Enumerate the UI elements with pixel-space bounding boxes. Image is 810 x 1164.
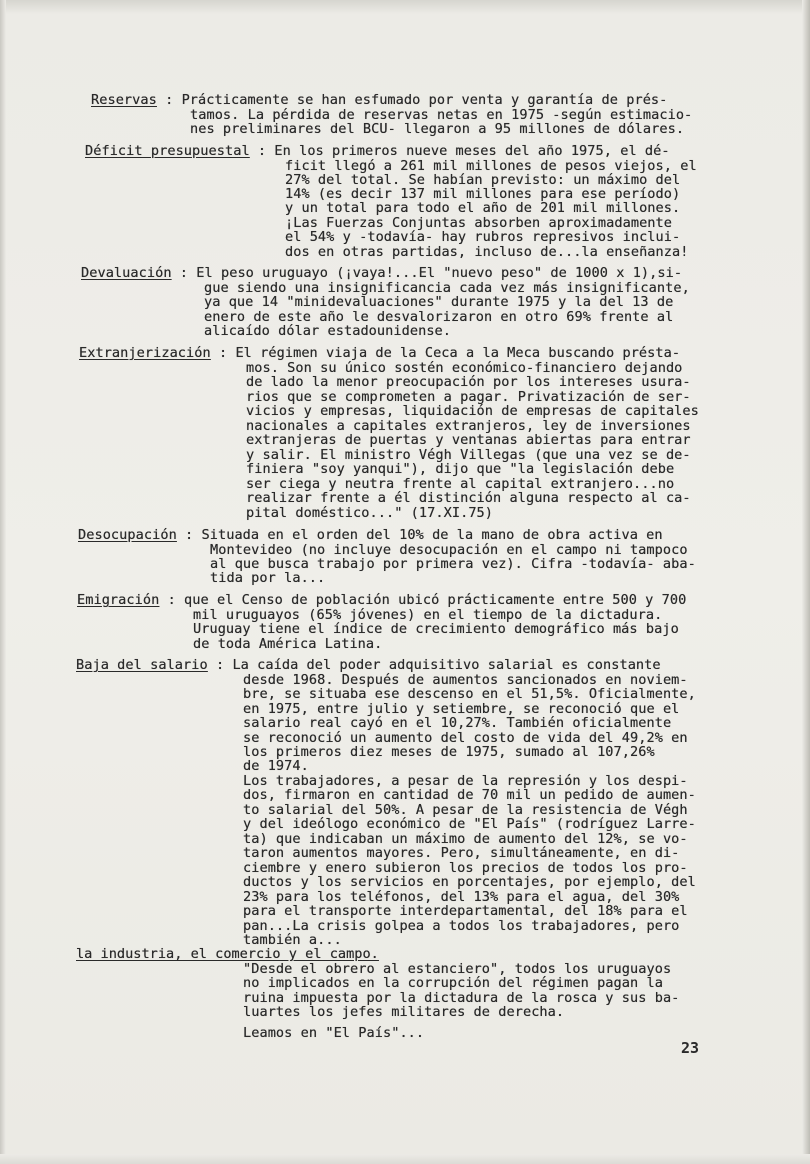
text-line: de toda América Latina.	[193, 636, 383, 652]
text-line: gue siendo una insignificancia cada vez más insignificante,	[204, 280, 690, 296]
text-line: Los trabajadores, a pesar de la represión y los despi-	[243, 773, 688, 789]
text-line: Extranjerización : El régimen viaja de la Ceca a la Meca buscando présta-	[79, 345, 681, 361]
text-line: Reservas : Prácticamente se han esfumado por venta y garantía de prés-	[91, 92, 668, 108]
page-right-edge	[802, 0, 810, 1164]
text-line: taron aumentos mayores. Pero, simultáneamente, en di-	[243, 845, 680, 861]
text-line: Déficit presupuestal : En los primeros nueve meses del año 1975, el dé-	[85, 143, 670, 159]
text-line: 27% del total. Se habían previsto: un máximo del	[285, 172, 681, 188]
text-line: y salir. El ministro Végh Villegas (que una vez se de-	[246, 447, 691, 463]
text-line: alicaído dólar estadounidense.	[204, 323, 452, 339]
text-line: salario real cayó en el 10,27%. También oficialmente	[243, 715, 672, 731]
text-line: ya que 14 "minidevaluaciones" durante 1975 y la del 13 de	[204, 294, 674, 310]
text-line: realizar frente a él distinción alguna respecto al ca-	[246, 490, 691, 506]
text-line: nacionales a capitales extranjeros, ley de inversiones	[246, 418, 691, 434]
text-line: to salarial del 50%. A pesar de la resistencia de Végh	[243, 802, 688, 818]
section-term: Reservas	[91, 92, 157, 108]
text-line: 23% para los teléfonos, del 13% para el agua, del 30%	[243, 889, 680, 905]
text-line: también a...	[243, 932, 342, 948]
text-line: para el transporte interdepartamental, del 18% para el	[243, 903, 688, 919]
text-line: los primeros diez meses de 1975, sumado al 107,26%	[243, 744, 655, 760]
text-line: tida por la...	[210, 570, 326, 586]
text-line: dos en otras partidas, incluso de...la enseñanza!	[285, 244, 689, 260]
text-line: tamos. La pérdida de reservas netas en 1975 -según estimacio-	[190, 107, 693, 123]
page-left-edge	[0, 0, 6, 1164]
text-line: rios que se comprometen a pagar. Privatización de ser-	[246, 389, 691, 405]
text-line: ta) que indicaban un máximo de aumento del 12%, se vo-	[243, 831, 688, 847]
text-line: 14% (es decir 137 mil millones para ese período)	[285, 186, 681, 202]
text-line: ciembre y enero subieron los precios de todos los pro-	[243, 860, 688, 876]
section-term: Déficit presupuestal	[85, 143, 250, 159]
text-line: el 54% y -todavía- hay rubros represivos inclui-	[285, 229, 681, 245]
text-line: ser ciega y neutra frente al capital extranjero...no	[246, 476, 675, 492]
text-line: Montevideo (no incluye desocupación en el campo ni tampoco	[210, 542, 688, 558]
section-term: Baja del salario	[76, 657, 208, 673]
text-line: ruina impuesta por la dictadura de la rosca y sus ba-	[243, 990, 680, 1006]
page-number: 23	[681, 1039, 700, 1057]
text-line: Desocupación : Situada en el orden del 10% de la mano de obra activa en	[78, 527, 663, 543]
text-line: no implicados en la corrupción del régimen pagan la	[243, 975, 663, 991]
section-heading-industria: la industria, el comercio y el campo.	[76, 946, 379, 962]
text-line: dos, firmaron en cantidad de 70 mil un pedido de aumen-	[243, 787, 696, 803]
text-line: ¡Las Fuerzas Conjuntas absorben aproximadamente	[285, 215, 673, 231]
text-line: pan...La crisis golpea a todos los trabajadores, pero	[243, 918, 680, 934]
text-line: nes preliminares del BCU- llegaron a 95 millones de dólares.	[190, 121, 685, 137]
text-line: se reconoció un aumento del costo de vida del 49,2% en	[243, 730, 688, 746]
text-line: extranjeras de puertas y ventanas abiertas para entrar	[246, 432, 691, 448]
text-line: desde 1968. Después de aumentos sancionados en noviem-	[243, 672, 688, 688]
text-line: y del ideólogo económico de "El País" (rodríguez Larre-	[243, 816, 696, 832]
text-line: bre, se situaba ese descenso en el 51,5%. Oficialmente,	[243, 686, 696, 702]
text-line: "Desde el obrero al estanciero", todos los uruguayos	[243, 961, 672, 977]
section-term: Desocupación	[78, 527, 177, 543]
text-line: luartes los jefes militares de derecha.	[243, 1004, 565, 1020]
section-term: Extranjerización	[79, 345, 211, 361]
text-line: finiera "soy yanqui"), dijo que "la legislación debe	[246, 461, 675, 477]
text-line: ficit llegó a 261 mil millones de pesos viejos, el	[285, 158, 697, 174]
text-line: vicios y empresas, liquidación de empresas de capitales	[246, 403, 699, 419]
text-line: y un total para todo el año de 201 mil millones.	[285, 200, 681, 216]
text-line: en 1975, entre julio y setiembre, se reconoció que el	[243, 701, 680, 717]
text-line: Leamos en "El País"...	[243, 1025, 425, 1041]
section-term: Devaluación	[81, 265, 172, 281]
text-line: ductos y los servicios en porcentajes, por ejemplo, del	[243, 874, 696, 890]
text-line: enero de este año le desvalorizaron en otro 69% frente al	[204, 309, 674, 325]
text-line: pital doméstico..." (17.XI.75)	[246, 505, 494, 521]
text-line: Devaluación : El peso uruguayo (¡vaya!...El "nuevo peso" de 1000 x 1),si-	[81, 265, 683, 281]
text-line: de 1974.	[243, 758, 309, 774]
text-line: de lado la menor preocupación por los intereses usura-	[246, 374, 691, 390]
text-line: Emigración : que el Censo de población ubicó prácticamente entre 500 y 700	[77, 592, 687, 608]
section-term: Emigración	[77, 592, 160, 608]
text-line: mos. Son su único sostén económico-financiero dejando	[246, 360, 683, 376]
text-line: mil uruguayos (65% jóvenes) en el tiempo de la dictadura.	[193, 607, 663, 623]
text-line: Baja del salario : La caída del poder adquisitivo salarial es constante	[76, 657, 661, 673]
text-line: al que busca trabajo por primera vez). Cifra -todavía- aba-	[210, 556, 696, 572]
text-line: Uruguay tiene el índice de crecimiento demográfico más bajo	[193, 621, 679, 637]
